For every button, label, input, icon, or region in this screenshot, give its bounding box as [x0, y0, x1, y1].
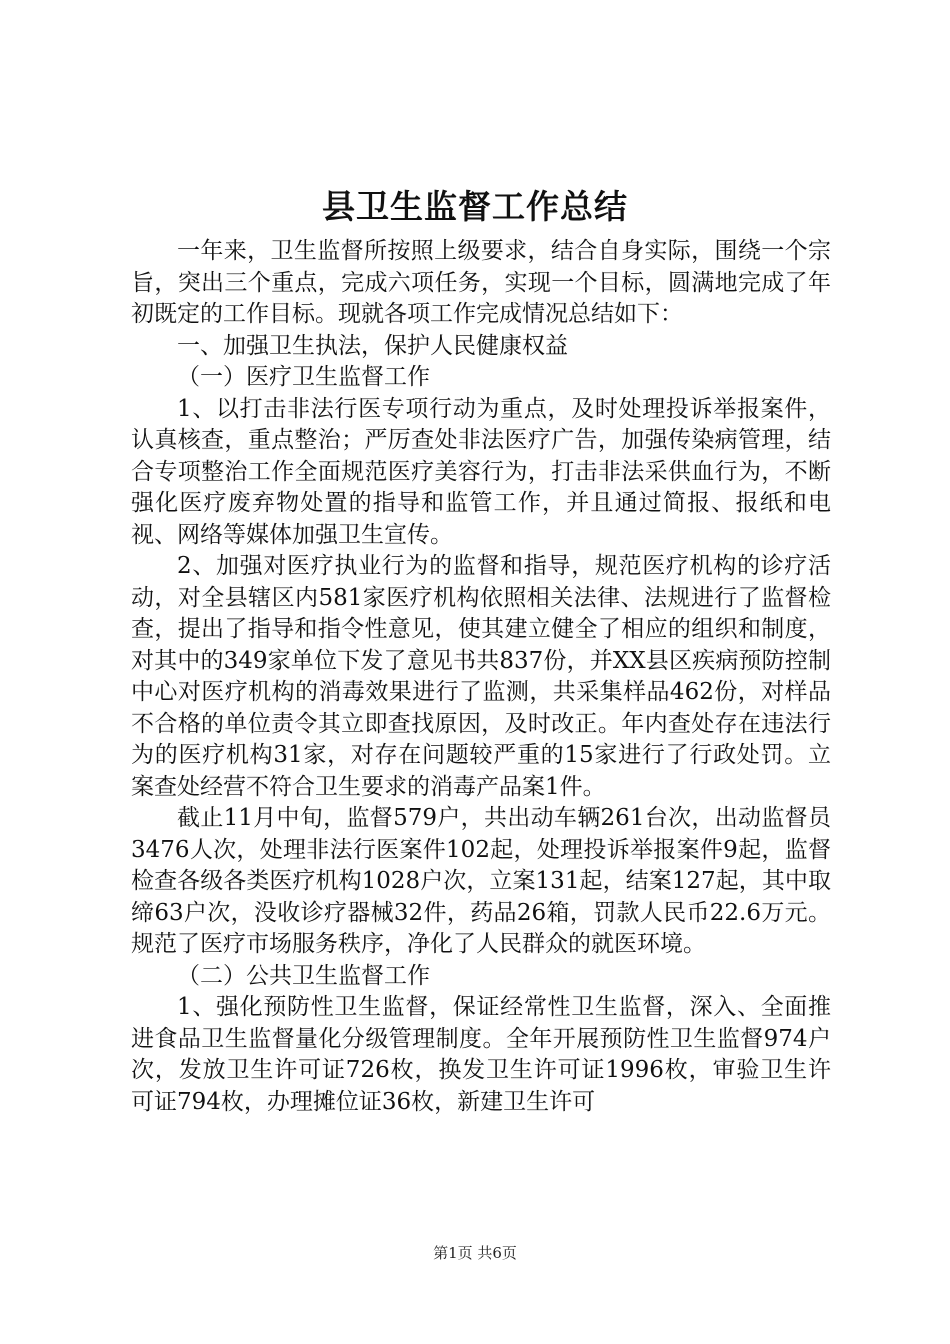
document-body	[131, 236, 831, 1118]
paragraph-medical-1: 1、以打击非法行医专项行动为重点，及时处理投诉举报案件，认真核查，重点整治；严厉查处非法医疗广告，加强传染病管理，结合专项整治工作全面规范医疗美容行为，打击非法采供血行为，不断强化医疗废弃物处置的指导和监管工作，并且通过简报、报纸和电视、网络等媒体加强卫生宣传。	[131, 395, 831, 548]
intro-paragraph: 一年来，卫生监督所按照上级要求，结合自身实际，围绕一个宗旨，突出三个重点，完成六项任务，实现一个目标，圆满地完成了年初既定的工作目标。现就各项工作完成情况总结如下：	[131, 238, 831, 327]
page-number: 第1页 共6页	[433, 1244, 517, 1262]
document-title: 县卫生监督工作总结	[322, 187, 628, 226]
paragraph-statistics: 截止11月中旬，监督579户，共出动车辆261台次，出动监督员3476人次，处理非法行医案件102起，处理投诉举报案件9起，监督检查各级各类医疗机构1028户次，立案131起，结案127起，其中取缔63户次，没收诊疗器械32件，药品26箱，罚款人民币22.6万元。规范了医疗市场服务秩序，净化了人民群众的就医环境。	[131, 805, 831, 957]
section-heading-1: 一、加强卫生执法，保护人民健康权益	[177, 332, 568, 359]
paragraph-public-health-1: 1、强化预防性卫生监督，保证经常性卫生监督，深入、全面推进食品卫生监督量化分级管理制度。全年开展预防性卫生监督974户次，发放卫生许可证726枚，换发卫生许可证1996枚，审验卫生许可证794枚，办理摊位证36枚，新建卫生许可	[131, 994, 831, 1115]
subsection-heading-1: （一）医疗卫生监督工作	[177, 364, 430, 390]
paragraph-medical-2: 2、加强对医疗执业行为的监督和指导，规范医疗机构的诊疗活动，对全县辖区内581家医疗机构依照相关法律、法规进行了监督检查，提出了指导和指令性意见，使其建立健全了相应的组织和制度，对其中的349家单位下发了意见书共837份，并XX县区疾病预防控制中心对医疗机构的消毒效果进行了监测，共采集样品462份，对样品不合格的单位责令其立即查找原因，及时改正。年内查处存在违法行为的医疗机构31家，对存在问题较严重的15家进行了行政处罚。立案查处经营不符合卫生要求的消毒产品案1件。	[131, 553, 831, 800]
subsection-heading-2: （二）公共卫生监督工作	[177, 962, 430, 989]
